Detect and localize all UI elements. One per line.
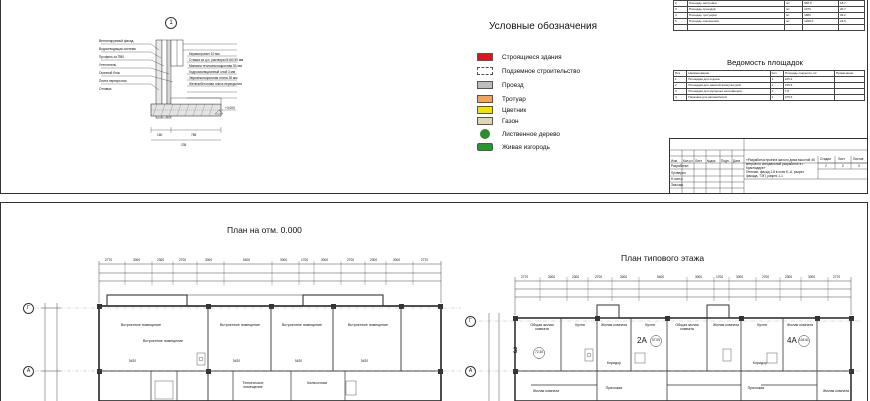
col-header: №док (707, 159, 716, 163)
wall-detail-drawing (1, 0, 301, 160)
table-cell: м² (785, 1, 803, 7)
table-cell: 1268.0 (803, 19, 839, 25)
legend-item (477, 117, 519, 125)
detail-note: Водоотводящая система (99, 47, 136, 51)
dim-label: 3000 (736, 275, 744, 279)
dim-label: 2300 (572, 275, 580, 279)
table-cell: Площадь озеленения (687, 19, 785, 25)
table-cell (785, 25, 803, 31)
dim-label: 5420 (129, 359, 137, 363)
legend-swatch (477, 117, 493, 125)
detail-layer: Керамогранит 10 мм (189, 52, 220, 56)
plan-typical-title: План типового этажа (621, 253, 705, 263)
table-cell: 1076 (803, 7, 839, 13)
axis-marker: А (465, 366, 476, 377)
table-cell: м² (785, 13, 803, 19)
table-cell (803, 25, 839, 31)
table-cell (838, 25, 864, 31)
table-cell: 225.2 (783, 77, 834, 83)
areas-table-title: Ведомость площадок (727, 58, 803, 67)
detail-note: Плита перекрытия (99, 79, 127, 83)
legend-title: Условные обозначения (489, 21, 598, 32)
table-cell: 1880 (803, 13, 839, 19)
dim-label: 2300 (370, 258, 378, 262)
table-cell (674, 25, 688, 31)
room-label: Коридор (752, 361, 768, 365)
dim-label: 2700 (179, 258, 187, 262)
sheet-value: 2 (842, 164, 844, 168)
table-cell: Площадка для мусорных контейнеров (687, 89, 770, 95)
hedge-icon (477, 143, 493, 151)
legend-swatch (477, 106, 493, 114)
table-cell: Площадь тротуаров (687, 13, 785, 19)
table-cell: 3 (674, 89, 687, 95)
col-header: Изм. (671, 159, 678, 163)
table-cell: 18.7 (838, 1, 864, 7)
detail-layer: Минвата теплоизоляционная 50 мм (189, 64, 242, 68)
table-cell: м² (785, 7, 803, 13)
dim-label: 5400 (243, 258, 251, 262)
room-label: Жилая комната (823, 389, 849, 393)
table-cell: 1 (770, 89, 783, 95)
apartment-area: 72.35 (535, 350, 543, 354)
stage-value: У (825, 164, 828, 168)
areas-table (673, 70, 865, 101)
table-cell: 375.6 (783, 95, 834, 101)
dim-label: 3000 (695, 275, 703, 279)
room-label: Встроенное помещение (142, 339, 184, 343)
table-cell: Парковка для автомобилей (687, 95, 770, 101)
table-cell: 7.8 (783, 89, 834, 95)
plan-ground-title: План на отм. 0.000 (227, 225, 302, 235)
legend-label: Лиственное дерево (502, 130, 560, 138)
legend-item (477, 106, 526, 114)
room-label: Кухня (645, 323, 655, 327)
detail-note: Оконный блок (99, 71, 120, 75)
room-label: Колясочная (307, 381, 327, 385)
table-cell: Площадка для занятий физкультурой (687, 83, 770, 89)
legend-label: Проезд (502, 81, 524, 89)
table-cell: 2 (674, 83, 687, 89)
dim-label: 2770 (521, 275, 529, 279)
table-cell (687, 25, 785, 31)
legend-swatch (477, 53, 493, 61)
axis-marker: Г (23, 303, 34, 314)
detail-layer: Гидроизоляционный слой 3 мм (189, 70, 236, 74)
person-role: Проверил (671, 171, 686, 175)
dim-label: 3000 (808, 275, 816, 279)
detail-note: Вентилируемый фасад (99, 39, 134, 43)
table-cell: Площадка для отдыха (687, 77, 770, 83)
room-label: Встроенное помещение (281, 323, 323, 327)
dim-label: 1700 (716, 275, 724, 279)
detail-layer: Стяжка из ц.п. раствора М150 50 мм (189, 58, 244, 62)
col-header: Кол.уч (683, 159, 693, 163)
col-header: Дата (733, 159, 741, 163)
dim-label: 3000 (393, 258, 401, 262)
bottom-drawing-sheet (0, 202, 868, 401)
dim-label: 3000 (133, 258, 141, 262)
room-label: Жилая комната (601, 323, 627, 327)
table-cell: 4 (674, 95, 687, 101)
table-row (674, 25, 865, 31)
room-label: Кухня (575, 323, 585, 327)
table-cell: 5 (674, 19, 688, 25)
legend-item (477, 143, 550, 151)
legend-label: Газон (502, 117, 519, 125)
table-header-cell: Примечание (834, 71, 864, 77)
dim-label: 3000 (620, 275, 628, 279)
top-drawing-sheet (0, 0, 868, 194)
apartment-type: 4А (787, 336, 797, 345)
legend-label: Тротуар (502, 95, 526, 103)
table-cell: 135.6 (783, 83, 834, 89)
tree-icon (480, 129, 490, 139)
legend-label: Цветник (502, 106, 527, 114)
legend-swatch (477, 67, 493, 75)
detail-note: Отливка (99, 87, 112, 91)
table-row (674, 95, 865, 101)
room-label: Встроенное помещение (120, 323, 162, 327)
table-header-cell: Поз. (674, 71, 687, 77)
table-header-cell: Наименование (687, 71, 770, 77)
floor-plans-drawing (1, 203, 867, 401)
sheets-header: Листов (853, 157, 864, 161)
room-label: Жилая комната (713, 323, 739, 327)
legend-item (477, 81, 524, 89)
sheet-header: Лист (838, 157, 845, 161)
detail-note: Профиль из ПВХ (99, 55, 125, 59)
legend-item (477, 67, 580, 75)
room-label: Встроенное помещение (219, 323, 261, 327)
table-cell: 24.5 (838, 19, 864, 25)
dim-label: 5420 (295, 359, 303, 363)
legend-swatch (477, 95, 493, 103)
apartment-area: 57.05 (652, 338, 660, 342)
apartment-area: 104.61 (799, 338, 809, 342)
legend-item (477, 129, 560, 139)
apartment-type: 3 (513, 346, 518, 355)
room-label: Общая жилая комната (530, 323, 554, 331)
legend-swatch (477, 81, 493, 89)
table-cell: 1 (770, 95, 783, 101)
col-header: Подп. (721, 159, 730, 163)
table-header-cell: Кол. (770, 71, 783, 77)
dim-label: 5420 (233, 359, 241, 363)
table-cell: 1 (674, 77, 687, 83)
room-label: Кухня (757, 323, 767, 327)
dim-label: 2300 (157, 258, 165, 262)
apartment-type: 2А (637, 336, 647, 345)
detail-dim: 785 (191, 133, 197, 137)
detail-layer: Звукоизоляционная плита 30 мм (189, 76, 238, 80)
sheets-value: 3 (858, 164, 860, 168)
dim-label: 2700 (347, 258, 355, 262)
dim-label: 2770 (105, 258, 113, 262)
table-cell (834, 95, 864, 101)
col-header: Лист (695, 159, 702, 163)
table-cell: 1 (770, 83, 783, 89)
project-name: «Разработка проекта жилого дома высотой 45 метров по специальной разработке в г. Краснодаре» (746, 158, 815, 170)
sheet-description: Генплан, фасад 1-8 в осях Е–А, разрез фасада, ТЭП, разрез 1-1 (746, 170, 804, 178)
table-cell: Площадь застройки (687, 1, 785, 7)
legend-label: Подземное строительство (502, 67, 581, 75)
table-cell: 966.0 (803, 1, 839, 7)
legend-item (477, 53, 562, 61)
dim-label: 2770 (833, 275, 841, 279)
table-cell: 4 (674, 13, 688, 19)
room-label: Общая жилая комната (675, 323, 699, 331)
axis-marker: Г (465, 316, 476, 327)
table-cell: 1 (770, 77, 783, 83)
title-block (669, 138, 868, 194)
detail-layer: Железобетонная плита перекрытия (189, 82, 242, 86)
table-cell: 3 (674, 7, 688, 13)
room-label: Прихожая (605, 386, 623, 390)
dim-label: 5400 (657, 275, 665, 279)
legend-label: Строящиеся здания (502, 53, 562, 61)
room-label: Техническое помещение (242, 381, 264, 389)
tep-table (673, 0, 865, 31)
detail-callout: 1 (165, 17, 177, 29)
room-label: Коридор (606, 361, 622, 365)
room-label: Жилая комната (787, 323, 813, 327)
table-cell: м² (785, 19, 803, 25)
dim-label: 1700 (301, 258, 309, 262)
table-cell: Площадь проездов (687, 7, 785, 13)
detail-note: Утеплитель (99, 63, 117, 67)
stage-header: Стадия (820, 157, 831, 161)
level-mark: +3.000 (225, 106, 235, 110)
table-cell: 20.7 (838, 7, 864, 13)
person-role: Разработал (671, 164, 689, 168)
table-header-cell: Площадь покрытия, м² (783, 71, 834, 77)
room-label: Встроенное помещение (347, 323, 389, 327)
detail-dim: 235 (181, 143, 187, 147)
dim-label: 2700 (595, 275, 603, 279)
person-role: Н.контр. (671, 177, 684, 181)
dim-label: 2700 (762, 275, 770, 279)
dim-label: 2300 (785, 275, 793, 279)
table-cell: 36.2 (838, 13, 864, 19)
legend-item (477, 95, 526, 103)
dim-label: 3000 (321, 258, 329, 262)
legend-label: Живая изгородь (502, 143, 550, 151)
room-label: Прихожая (747, 386, 765, 390)
dim-label: 3000 (280, 258, 288, 262)
dim-label: 3000 (548, 275, 556, 279)
detail-dim: 160 (157, 133, 163, 137)
dim-label: 3000 (205, 258, 213, 262)
person-role: Зав.каф. (671, 183, 685, 187)
dim-label: 5420 (361, 359, 369, 363)
axis-marker: А (23, 366, 34, 377)
table-cell: 2 (674, 1, 688, 7)
room-label: Жилая комната (533, 389, 559, 393)
dim-label: 2770 (421, 258, 429, 262)
